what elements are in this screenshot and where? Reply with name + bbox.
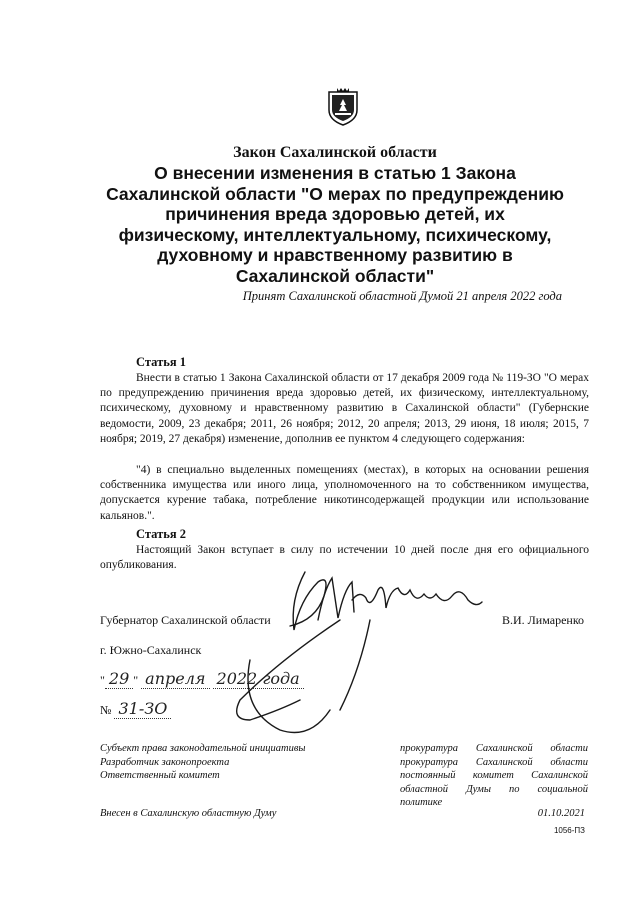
law-title-line: физическому, интеллектуальному, психическому,	[118, 224, 552, 245]
law-title-line: Сахалинской области "О мерах по предупреждению	[106, 183, 564, 204]
governor-name: В.И. Лимаренко	[502, 613, 585, 627]
document-code: 1056-ПЗ	[553, 826, 585, 835]
law-number	[100, 699, 171, 718]
law-title-line: духовному и нравственному развитию в	[157, 245, 513, 265]
law-title-line: О внесении изменения в статью 1 Закона	[154, 163, 516, 183]
footer-right-line: областной Думы по социальной	[400, 783, 588, 795]
signing-city: г. Южно-Сахалинск	[100, 643, 202, 657]
article-1-quote: "4) в специально выделенных помещениях (местах), в которых на основании решения собственника имущества или иного лица, уполномоченного на то собственником имущества, допускается курение табака, потребление никотинсодержащей продукции или использование кальянов.".	[100, 464, 589, 522]
law-title-line: причинения вреда здоровью детей, их	[165, 204, 505, 224]
article-1-heading: Статья 1	[136, 355, 186, 369]
footer-right-line: прокуратура Сахалинской области	[400, 743, 588, 754]
footer-right-values	[400, 742, 588, 810]
governor-label: Губернатор Сахалинской области	[100, 613, 271, 627]
number-value: 31-ЗО	[114, 699, 171, 719]
footer-left-line: Субъект права законодательной инициативы	[100, 743, 306, 754]
law-title-line: Сахалинской области"	[235, 265, 435, 286]
date-year: 2022 года	[213, 669, 304, 689]
law-of-title: Закон Сахалинской области	[233, 144, 437, 161]
submission-date: 01.10.2021	[537, 808, 585, 819]
article-2-text: Настоящий Закон вступает в силу по истечении 10 дней после дня его официального опубликования.	[100, 544, 589, 572]
date-day: 29	[105, 669, 133, 689]
signing-date: " 29 " апреля 2022 года	[100, 669, 304, 688]
submitted-note: Внесен в Сахалинскую областную Думу	[100, 808, 277, 819]
adoption-note: Принят Сахалинской областной Думой 21 апреля 2022 года	[242, 289, 562, 303]
governor-signature	[220, 560, 490, 760]
footer-right-line: политике	[400, 797, 443, 808]
footer-right-line: прокуратура Сахалинской области	[400, 756, 588, 768]
number-prefix: №	[100, 703, 112, 717]
footer-right-line: постоянный комитет Сахалинской	[400, 770, 588, 781]
article-1-text: Внести в статью 1 Закона Сахалинской области от 17 декабря 2009 года № 119-ЗО "О мерах по предупреждению причинения вреда здоровью детей, их физическому, интеллектуальному, психическому, духовному и нравственному развитию в Сахалинской области" (Губернские ведомости, 2009, 23 декабря; 2011, 26 ноября; 2012, 20 апреля; 2013, 29 июня, 18 июля; 2015, 7 ноября; 2019, 27 декабря) изменение, дополнив ее пунктом 4 следующего содержания:	[100, 372, 589, 445]
coat-of-arms-emblem	[327, 86, 359, 126]
article-2-heading: Статья 2	[136, 527, 186, 541]
footer-left-line: Разработчик законопроекта	[100, 756, 230, 768]
document-title-block	[100, 143, 570, 286]
date-month: апреля	[141, 669, 209, 689]
footer-left-line: Ответственный комитет	[100, 770, 220, 781]
footer-left-labels	[100, 742, 306, 783]
